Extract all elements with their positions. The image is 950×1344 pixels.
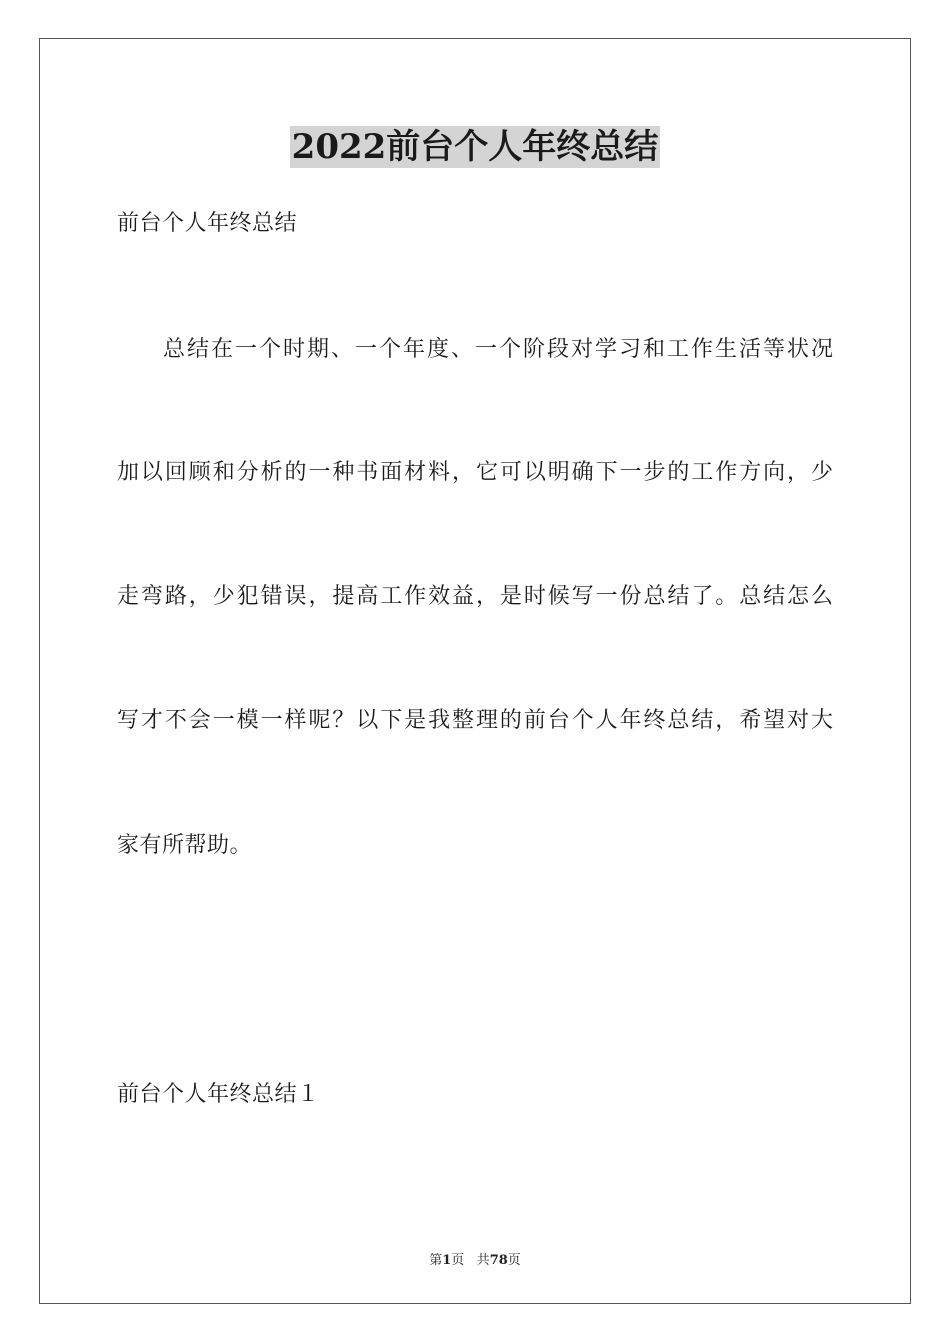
document-title-text: 2022前台个人年终总结 — [291, 127, 659, 167]
page-footer — [0, 1249, 950, 1268]
footer-page-suffix: 页 — [451, 1253, 465, 1268]
paragraph-line: 写才不会一模一样呢？以下是我整理的前台个人年终总结，希望对大 — [117, 708, 833, 733]
footer-total-suffix: 页 — [507, 1253, 521, 1268]
paragraph-line: 加以回顾和分析的一种书面材料，它可以明确下一步的工作方向，少 — [117, 460, 833, 485]
paragraph-line: 走弯路，少犯错误，提高工作效益，是时候写一份总结了。总结怎么 — [117, 584, 833, 609]
footer-page-number: 1 — [442, 1253, 452, 1268]
document-title — [0, 126, 950, 168]
footer-total-pages: 78 — [489, 1253, 508, 1268]
paragraph-line: 总结在一个时期、一个年度、一个阶段对学习和工作生活等状况 — [163, 337, 833, 362]
document-subtitle: 前台个人年终总结 — [117, 211, 298, 236]
paragraph-line: 家有所帮助。 — [117, 833, 253, 858]
footer-prefix: 第 — [429, 1253, 443, 1268]
section-heading: 前台个人年终总结１ — [117, 1082, 320, 1107]
footer-total-prefix: 共 — [476, 1253, 490, 1268]
